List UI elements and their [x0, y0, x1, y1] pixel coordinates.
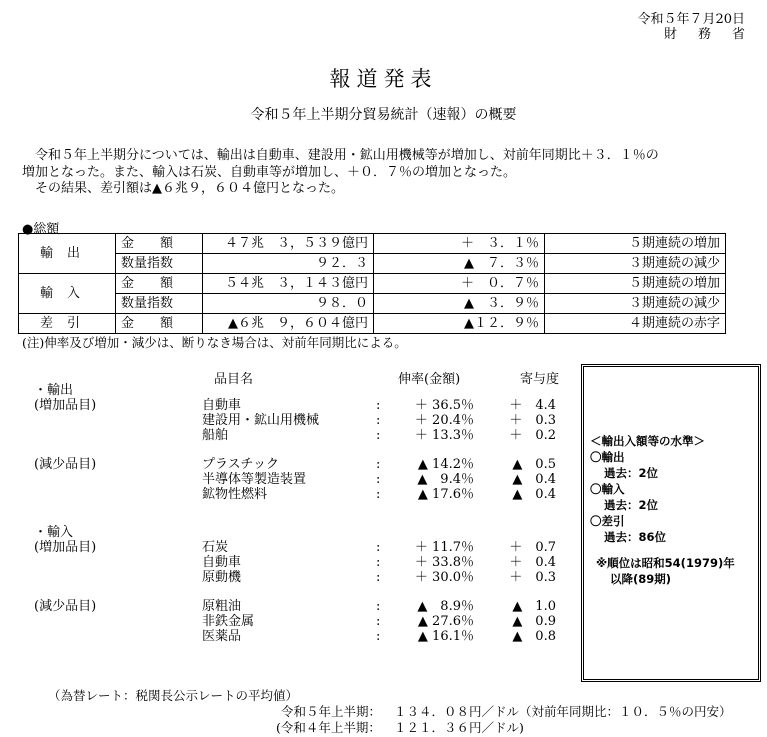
item-cell: 数量指数	[116, 294, 203, 314]
item-contribution: ＋ 0.7	[509, 540, 556, 555]
item-colon: :	[376, 398, 381, 413]
item-colon: :	[376, 413, 381, 428]
item-colon: :	[376, 428, 381, 443]
item-growth-rate: ▲ 14.2％	[417, 457, 474, 472]
footnote: (注)伸率及び増加・減少は、断りなき場合は、対前年同期比による。	[22, 335, 407, 350]
item-name: 原粗油	[202, 599, 242, 614]
item-growth-rate: ＋ 33.8％	[414, 555, 474, 570]
item-name: 半導体等製造装置	[202, 472, 307, 487]
level-box-title: ＜輸出入額等の水準＞	[590, 434, 705, 448]
intro-line-2: 増加となった。また、輸入は石炭、自動車等が増加し、＋０．７％の増加となった。	[22, 164, 517, 180]
category-cell: 輸入	[19, 274, 116, 314]
value-cell: ▲６兆 ９，６０４億円	[203, 314, 374, 334]
note-cell: ５期連続の増加	[545, 234, 726, 254]
exchange-previous-value: １２１．３６円／ドル)	[394, 720, 524, 735]
item-name: 石炭	[202, 540, 229, 555]
table-row	[19, 254, 726, 274]
table-row	[19, 294, 726, 314]
level-balance-value: 過去：86位	[604, 530, 667, 544]
intro-line-3: その結果、差引額は▲６兆９，６０４億円となった。	[35, 181, 344, 196]
item-name: 鉱物性燃料	[202, 487, 268, 502]
item-contribution: ＋ 4.4	[509, 398, 556, 413]
item-contribution: ▲ 1.0	[512, 599, 556, 614]
item-name: 原動機	[202, 570, 242, 585]
export-label: ・輸出	[34, 383, 74, 398]
category-cell: 差引	[19, 314, 116, 334]
header-growth-rate: 伸率(金額)	[398, 372, 461, 387]
level-import-value: 過去：2位	[604, 498, 659, 512]
page-title: 報道発表	[329, 67, 438, 91]
item-colon: :	[376, 614, 381, 629]
item-colon: :	[376, 629, 381, 644]
item-growth-rate: ▲ 8.9％	[417, 599, 474, 614]
value-cell: ４７兆 ３，５３９億円	[203, 234, 374, 254]
item-name: 自動車	[202, 555, 242, 570]
item-cell: 金 額	[116, 274, 203, 294]
exchange-current-label: 令和５年上半期：	[281, 704, 382, 719]
item-contribution: ▲ 0.8	[512, 629, 556, 644]
table-row	[19, 274, 726, 294]
item-growth-rate: ＋ 13.3％	[414, 428, 474, 443]
table-row	[19, 314, 726, 334]
ministry-name: 財務省	[663, 27, 766, 42]
import-decrease-label: (減少品目)	[34, 599, 97, 614]
export-decrease-label: (減少品目)	[34, 457, 97, 472]
item-contribution: ＋ 0.3	[509, 413, 556, 428]
intro-line-1: 令和５年上半期分については、輸出は自動車、建設用・鉱山用機械等が増加し、対前年同期比＋３．１％の	[35, 148, 659, 163]
rate-cell: ▲１２．９％	[374, 314, 545, 334]
item-colon: :	[376, 487, 381, 502]
note-cell: ３期連続の減少	[545, 254, 726, 274]
level-note-line-2: 以降(89期)	[610, 572, 672, 586]
item-name: 船舶	[202, 428, 229, 443]
totals-section-label: ●総額	[22, 222, 60, 237]
value-cell: ９２．３	[203, 254, 374, 274]
note-cell: ４期連続の赤字	[545, 314, 726, 334]
level-note-line-1: ※順位は昭和54(1979)年	[596, 556, 735, 570]
item-growth-rate: ＋ 36.5％	[414, 398, 474, 413]
item-cell: 数量指数	[116, 254, 203, 274]
rate-cell: ▲ ７．３％	[374, 254, 545, 274]
item-contribution: ▲ 0.9	[512, 614, 556, 629]
note-cell: ３期連続の減少	[545, 294, 726, 314]
item-cell: 金 額	[116, 234, 203, 254]
rate-cell: ＋ ３．１％	[374, 234, 545, 254]
release-date: 令和５年７月20日	[637, 12, 745, 27]
item-contribution: ▲ 0.4	[512, 487, 556, 502]
item-growth-rate: ＋ 11.7％	[414, 540, 474, 555]
item-growth-rate: ＋ 30.0％	[414, 570, 474, 585]
item-contribution: ▲ 0.5	[512, 457, 556, 472]
level-box-content	[590, 433, 735, 587]
value-cell: ９８．０	[203, 294, 374, 314]
item-colon: :	[376, 570, 381, 585]
item-colon: :	[376, 540, 381, 555]
rate-cell: ▲ ３．９％	[374, 294, 545, 314]
item-contribution: ＋ 0.4	[509, 555, 556, 570]
release-header	[637, 12, 766, 42]
import-increase-label: (増加品目)	[34, 540, 97, 555]
level-box	[581, 364, 761, 682]
item-name: 建設用・鉱山用機械	[202, 413, 320, 428]
item-growth-rate: ＋ 20.4％	[414, 413, 474, 428]
item-colon: :	[376, 555, 381, 570]
value-cell: ５４兆 ３，１４３億円	[203, 274, 374, 294]
item-colon: :	[376, 599, 381, 614]
item-cell: 金 額	[116, 314, 203, 334]
header-contribution: 寄与度	[520, 372, 560, 387]
note-cell: ５期連続の増加	[545, 274, 726, 294]
page-subtitle: 令和５年上半期分貿易統計（速報）の概要	[250, 107, 517, 123]
exchange-title: （為替レート：税関長公示レートの平均値）	[48, 688, 299, 703]
item-colon: :	[376, 457, 381, 472]
exchange-previous-label: (令和４年上半期：	[276, 720, 381, 735]
rate-cell: ＋ ０．７％	[374, 274, 545, 294]
export-increase-label: (増加品目)	[34, 398, 97, 413]
item-name: プラスチック	[202, 457, 279, 472]
exchange-current-value: １３４．０８円／ドル（対前年同期比：１０．５％の円安）	[394, 704, 732, 719]
table-row	[19, 234, 726, 254]
item-contribution: ＋ 0.2	[509, 428, 556, 443]
item-contribution: ▲ 0.4	[512, 472, 556, 487]
item-growth-rate: ▲ 27.6％	[417, 614, 474, 629]
item-growth-rate: ▲ 16.1％	[417, 629, 474, 644]
level-export-label: 〇輸出	[590, 450, 625, 464]
item-growth-rate: ▲ 9.4％	[417, 472, 474, 487]
item-contribution: ＋ 0.3	[509, 570, 556, 585]
item-name: 自動車	[202, 398, 242, 413]
item-colon: :	[376, 472, 381, 487]
level-export-value: 過去：2位	[604, 466, 659, 480]
level-balance-label: 〇差引	[590, 514, 625, 528]
category-cell: 輸出	[19, 234, 116, 274]
header-item-name: 品目名	[214, 372, 254, 387]
import-label: ・輸入	[34, 525, 74, 540]
item-growth-rate: ▲ 17.6％	[417, 487, 474, 502]
totals-table	[18, 233, 726, 334]
item-name: 非鉄金属	[202, 614, 255, 629]
level-import-label: 〇輸入	[590, 482, 625, 496]
intro-paragraph	[22, 148, 757, 198]
item-name: 医薬品	[202, 629, 242, 644]
